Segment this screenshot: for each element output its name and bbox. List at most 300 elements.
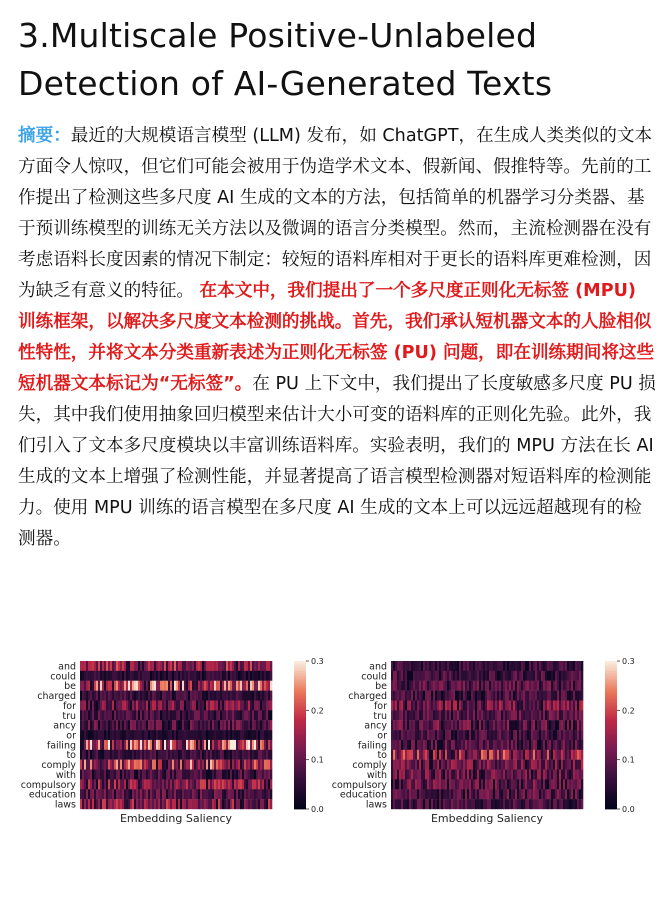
heatmap-cell [162, 740, 164, 750]
heatmap-cell [545, 799, 547, 809]
heatmap-cell [98, 720, 100, 730]
heatmap-ytick-label: ancy [364, 720, 387, 732]
heatmap-cell [533, 789, 535, 799]
heatmap-cell [98, 681, 100, 691]
heatmap-cell [493, 799, 495, 809]
heatmap-cell [527, 740, 529, 750]
heatmap-cell [513, 799, 515, 809]
heatmap-cell [270, 740, 272, 750]
heatmap-cell [581, 760, 583, 770]
heatmap-cell [567, 691, 569, 701]
heatmap-cell [186, 760, 188, 770]
heatmap-cell [240, 770, 242, 780]
heatmap-cell [415, 770, 417, 780]
heatmap-cell [232, 720, 234, 730]
heatmap-cell [156, 789, 158, 799]
heatmap-cell [429, 779, 431, 789]
heatmap-cell [184, 770, 186, 780]
heatmap-cell [519, 700, 521, 710]
colorbar-segment [294, 792, 306, 795]
colorbar-segment [605, 789, 617, 792]
heatmap-cell [224, 730, 226, 740]
heatmap-cell [521, 671, 523, 681]
heatmap-cell [210, 710, 212, 720]
heatmap-cell [571, 661, 573, 671]
heatmap-cell [252, 760, 254, 770]
heatmap-cell [449, 700, 451, 710]
heatmap-cell [266, 681, 268, 691]
heatmap-cell [166, 760, 168, 770]
heatmap-cell [212, 779, 214, 789]
heatmap-cell [246, 710, 248, 720]
colorbar-segment [294, 723, 306, 726]
heatmap-cell [146, 760, 148, 770]
heatmap-cell [483, 681, 485, 691]
heatmap-cell [431, 770, 433, 780]
heatmap-cell [475, 789, 477, 799]
heatmap-cell [166, 730, 168, 740]
heatmap-cell [547, 720, 549, 730]
heatmap-cell [214, 730, 216, 740]
heatmap-cell [543, 661, 545, 671]
heatmap-cell [489, 700, 491, 710]
colorbar-segment [605, 797, 617, 800]
heatmap-cell [563, 710, 565, 720]
colorbar-segment [294, 691, 306, 694]
heatmap-cell [493, 720, 495, 730]
heatmap-cell [96, 750, 98, 760]
heatmap-cell [523, 740, 525, 750]
heatmap-cell [264, 681, 266, 691]
heatmap-cell [176, 760, 178, 770]
heatmap-cell [268, 681, 270, 691]
colorbar-segment [605, 767, 617, 770]
heatmap-cell [250, 710, 252, 720]
heatmap-ytick-label: comply [41, 760, 76, 772]
heatmap-cell [92, 730, 94, 740]
colorbar-segment [605, 730, 617, 733]
heatmap-cell [164, 730, 166, 740]
heatmap-cell [429, 770, 431, 780]
heatmap-cell [136, 750, 138, 760]
heatmap-cell [176, 799, 178, 809]
colorbar-tick-label: 0.2 [311, 706, 324, 716]
heatmap-cell [489, 730, 491, 740]
heatmap-cell [206, 710, 208, 720]
heatmap-cell [150, 700, 152, 710]
heatmap-cell [118, 720, 120, 730]
heatmap-cell [519, 770, 521, 780]
colorbar-segment [605, 666, 617, 669]
heatmap-cell [497, 671, 499, 681]
heatmap-cell [216, 750, 218, 760]
heatmap-ytick-label: compulsory [20, 779, 76, 791]
heatmap-cell [411, 730, 413, 740]
heatmap-cell [527, 720, 529, 730]
heatmap-cell [579, 700, 581, 710]
heatmap-cell [545, 691, 547, 701]
heatmap-cell [224, 691, 226, 701]
heatmap-cell [569, 740, 571, 750]
heatmap-cell [210, 770, 212, 780]
heatmap-cell [248, 700, 250, 710]
heatmap-cell [176, 779, 178, 789]
heatmap-cell [537, 661, 539, 671]
heatmap-cell [230, 691, 232, 701]
heatmap-cell [487, 671, 489, 681]
heatmap-cell [459, 681, 461, 691]
heatmap-cell [581, 799, 583, 809]
heatmap-cell [180, 681, 182, 691]
heatmap-cell [110, 760, 112, 770]
heatmap-cell [447, 671, 449, 681]
heatmap-cell [411, 710, 413, 720]
heatmap-cell [190, 789, 192, 799]
heatmap-cell [112, 681, 114, 691]
heatmap-cell [110, 720, 112, 730]
heatmap-cell [228, 681, 230, 691]
heatmap-cell [202, 681, 204, 691]
heatmap-cell [451, 770, 453, 780]
heatmap-cell [573, 740, 575, 750]
heatmap-cell [214, 700, 216, 710]
heatmap-cell [401, 740, 403, 750]
heatmap-cell [457, 720, 459, 730]
heatmap-row-compulsory [391, 779, 583, 789]
heatmap-cell [409, 779, 411, 789]
heatmap-cell [541, 730, 543, 740]
heatmap-cell [511, 661, 513, 671]
colorbar-segment [605, 708, 617, 711]
heatmap-cell [84, 681, 86, 691]
heatmap-ytick-label: be [375, 681, 387, 693]
heatmap-cell [126, 700, 128, 710]
heatmap-cell [393, 799, 395, 809]
heatmap-cell [393, 750, 395, 760]
heatmap-cell [206, 720, 208, 730]
heatmap-cell [162, 681, 164, 691]
heatmap-cell [108, 750, 110, 760]
heatmap-cell [473, 789, 475, 799]
heatmap-cell [144, 730, 146, 740]
heatmap-cell [182, 799, 184, 809]
heatmap-cell [116, 691, 118, 701]
heatmap-cell [503, 700, 505, 710]
heatmap-cell [429, 700, 431, 710]
heatmap-cell [92, 740, 94, 750]
heatmap-cell [216, 720, 218, 730]
heatmap-cell [403, 730, 405, 740]
heatmap-cell [88, 740, 90, 750]
heatmap-cell [413, 760, 415, 770]
heatmap-cell [457, 789, 459, 799]
heatmap-cell [517, 681, 519, 691]
heatmap-cell [82, 760, 84, 770]
heatmap-cell [447, 760, 449, 770]
colorbar-segment [605, 760, 617, 763]
heatmap-cell [214, 740, 216, 750]
heatmap-cell [116, 750, 118, 760]
heatmap-cell [563, 770, 565, 780]
heatmap-cell [537, 750, 539, 760]
heatmap-cell [234, 661, 236, 671]
heatmap-cell [100, 760, 102, 770]
heatmap-cell [186, 700, 188, 710]
heatmap-cell [230, 789, 232, 799]
heatmap-cell [441, 760, 443, 770]
heatmap-cell [579, 750, 581, 760]
heatmap-cell [459, 760, 461, 770]
heatmap-cell [445, 770, 447, 780]
heatmap-cell [208, 770, 210, 780]
heatmap-cell [124, 750, 126, 760]
heatmap-cell [126, 691, 128, 701]
heatmap-cell [84, 789, 86, 799]
heatmap-cell [399, 750, 401, 760]
heatmap-cell [555, 671, 557, 681]
heatmap-cell [240, 779, 242, 789]
heatmap-cell [473, 691, 475, 701]
heatmap-cell [519, 720, 521, 730]
heatmap-row-tru [80, 710, 272, 720]
heatmap-cell [216, 779, 218, 789]
heatmap-cell [184, 671, 186, 681]
heatmap-cell [158, 710, 160, 720]
heatmap-cell [543, 740, 545, 750]
heatmap-cell [455, 661, 457, 671]
heatmap-cell [563, 691, 565, 701]
heatmap-cell [519, 799, 521, 809]
heatmap-cell [228, 691, 230, 701]
heatmap-cell [443, 760, 445, 770]
heatmap-cell [224, 681, 226, 691]
heatmap-cell [98, 710, 100, 720]
heatmap-cell [154, 671, 156, 681]
heatmap-cell [573, 730, 575, 740]
heatmap-cell [92, 750, 94, 760]
heatmap-cell [256, 730, 258, 740]
heatmap-cell [429, 730, 431, 740]
heatmap-cell [270, 691, 272, 701]
heatmap-cell [174, 661, 176, 671]
heatmap-cell [475, 720, 477, 730]
heatmap-cell [166, 700, 168, 710]
heatmap-cell [405, 789, 407, 799]
heatmap-cell [451, 681, 453, 691]
heatmap-cell [248, 681, 250, 691]
heatmap-cell [555, 789, 557, 799]
heatmap-cell [455, 799, 457, 809]
heatmap-cell [561, 700, 563, 710]
heatmap-cell [202, 700, 204, 710]
heatmap-cell [230, 720, 232, 730]
colorbar-segment [605, 777, 617, 780]
colorbar-segment [294, 742, 306, 745]
heatmap-cell [222, 789, 224, 799]
heatmap-cell [242, 770, 244, 780]
heatmap-cell [429, 710, 431, 720]
heatmap-cell [110, 799, 112, 809]
heatmap-cell [409, 691, 411, 701]
heatmap-cell [543, 710, 545, 720]
heatmap-cell [483, 779, 485, 789]
heatmap-cell [104, 770, 106, 780]
heatmap-cell [204, 700, 206, 710]
heatmap-cell [483, 750, 485, 760]
heatmap-cell [142, 671, 144, 681]
heatmap-cell [156, 779, 158, 789]
heatmap-cell [190, 700, 192, 710]
heatmap-cell [170, 710, 172, 720]
heatmap-cell [397, 700, 399, 710]
heatmap-cell [96, 671, 98, 681]
heatmap-cell [240, 671, 242, 681]
heatmap-cell [174, 710, 176, 720]
heatmap-cell [258, 661, 260, 671]
heatmap-cell [256, 789, 258, 799]
colorbar-segment [294, 705, 306, 708]
colorbar-segment [605, 678, 617, 681]
heatmap-cell [220, 671, 222, 681]
heatmap-cell [415, 720, 417, 730]
heatmap-cell [419, 700, 421, 710]
heatmap-cell [525, 671, 527, 681]
heatmap-row-or [80, 730, 272, 740]
heatmap-cell [268, 661, 270, 671]
heatmap-ytick-label: tru [373, 710, 387, 722]
heatmap-cell [475, 681, 477, 691]
heatmap-cell [419, 750, 421, 760]
heatmap-cell [563, 700, 565, 710]
heatmap-cell [228, 671, 230, 681]
heatmap-cell [555, 770, 557, 780]
heatmap-cell [545, 671, 547, 681]
heatmap-cell [218, 770, 220, 780]
heatmap-cell [489, 760, 491, 770]
heatmap-cell [166, 779, 168, 789]
heatmap-cell [503, 671, 505, 681]
colorbar-segment [294, 777, 306, 780]
heatmap-cell [549, 691, 551, 701]
heatmap-cell [435, 799, 437, 809]
heatmap-cell [112, 710, 114, 720]
heatmap-cell [148, 730, 150, 740]
heatmap-cell [505, 710, 507, 720]
heatmap-cell [268, 740, 270, 750]
heatmap-cell [194, 750, 196, 760]
heatmap-cell [401, 789, 403, 799]
heatmap-cell [565, 661, 567, 671]
heatmap-cell [469, 720, 471, 730]
heatmap-cell [399, 770, 401, 780]
heatmap-cell [443, 710, 445, 720]
heatmap-cell [128, 789, 130, 799]
heatmap-cell [525, 750, 527, 760]
heatmap-cell [134, 710, 136, 720]
heatmap-cell [475, 691, 477, 701]
heatmap-cell [118, 789, 120, 799]
heatmap-cell [407, 730, 409, 740]
heatmap-cell [106, 789, 108, 799]
heatmap-cell [537, 760, 539, 770]
heatmap-cell [106, 681, 108, 691]
heatmap-cell [218, 760, 220, 770]
heatmap-ytick-label: and [58, 661, 76, 673]
heatmap-cell [228, 710, 230, 720]
heatmap-cell [102, 671, 104, 681]
heatmap-cell [266, 720, 268, 730]
heatmap-cell [80, 779, 82, 789]
heatmap-cell [509, 720, 511, 730]
heatmap-cell [577, 661, 579, 671]
heatmap-cell [501, 691, 503, 701]
heatmap-cell [471, 740, 473, 750]
heatmap-cell [513, 710, 515, 720]
heatmap-cell [415, 750, 417, 760]
heatmap-cell [569, 789, 571, 799]
heatmap-cell [100, 700, 102, 710]
heatmap-cell [395, 681, 397, 691]
heatmap-cell [393, 691, 395, 701]
heatmap-cell [254, 700, 256, 710]
heatmap-cell [258, 730, 260, 740]
heatmap-cell [415, 799, 417, 809]
heatmap-cell [192, 671, 194, 681]
heatmap-cell [100, 730, 102, 740]
heatmap-cell [581, 740, 583, 750]
heatmap-cell [198, 740, 200, 750]
heatmap-cell [521, 750, 523, 760]
heatmap-cell [577, 720, 579, 730]
heatmap-cell [150, 691, 152, 701]
heatmap-cell [421, 691, 423, 701]
heatmap-cell [178, 671, 180, 681]
heatmap-cell [120, 700, 122, 710]
heatmap-cell [435, 720, 437, 730]
heatmap-cell [124, 730, 126, 740]
heatmap-cell [473, 700, 475, 710]
heatmap-cell [110, 740, 112, 750]
heatmap-cell [547, 730, 549, 740]
heatmap-row-education [391, 789, 583, 799]
heatmap-cell [445, 789, 447, 799]
heatmap-cell [477, 760, 479, 770]
heatmap-cell [503, 799, 505, 809]
heatmap-cell [425, 710, 427, 720]
heatmap-cell [168, 740, 170, 750]
heatmap-cell [140, 661, 142, 671]
heatmap-cell [495, 779, 497, 789]
heatmap-cell [513, 760, 515, 770]
heatmap-cell [491, 789, 493, 799]
heatmap-cell [475, 799, 477, 809]
heatmap-cell [533, 691, 535, 701]
heatmap-cell [112, 671, 114, 681]
heatmap-cell [192, 661, 194, 671]
heatmap-cell [555, 700, 557, 710]
heatmap-cell [150, 750, 152, 760]
heatmap-cell [537, 710, 539, 720]
heatmap-cell [391, 770, 393, 780]
heatmap-cell [401, 681, 403, 691]
heatmap-cell [146, 779, 148, 789]
heatmap-cell [449, 730, 451, 740]
heatmap-cell [148, 779, 150, 789]
heatmap-cell [523, 799, 525, 809]
heatmap-cell [190, 779, 192, 789]
heatmap-cell [136, 671, 138, 681]
heatmap-cell [260, 710, 262, 720]
